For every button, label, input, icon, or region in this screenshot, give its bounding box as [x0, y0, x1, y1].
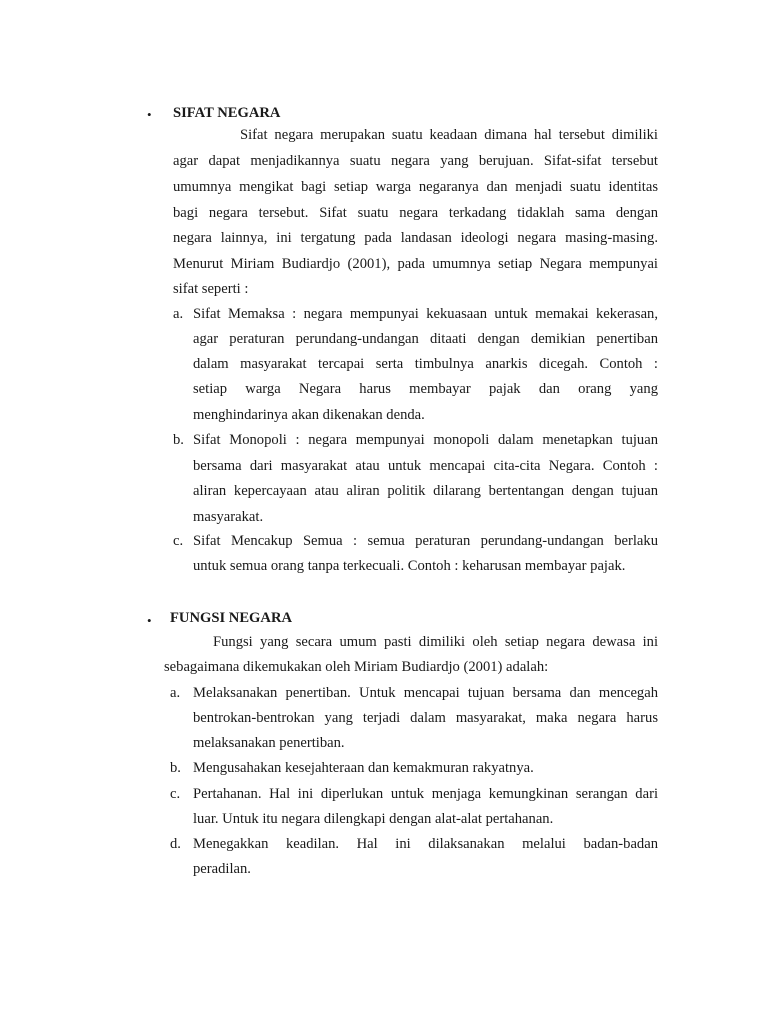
- list-marker: b.: [170, 760, 181, 776]
- paragraph-line: sifat seperti :: [173, 281, 249, 297]
- list-item-line: Sifat Mencakup Semua : semua peraturan perundang-undangan berlaku: [193, 533, 658, 549]
- paragraph-line: Menurut Miriam Budiardjo (2001), pada umumnya setiap Negara mempunyai: [173, 256, 658, 272]
- list-item-line: setiap warga Negara harus membayar pajak dan orang yang: [193, 381, 658, 397]
- list-item-line: masyarakat.: [193, 509, 264, 525]
- list-item-line: bentrokan-bentrokan yang terjadi dalam masyarakat, maka negara harus: [193, 710, 658, 726]
- list-item-line: Melaksanakan penertiban. Untuk mencapai tujuan bersama dan mencegah: [193, 685, 658, 701]
- list-item-line: luar. Untuk itu negara dilengkapi dengan alat-alat pertahanan.: [193, 811, 554, 827]
- section-bullet: •: [147, 613, 152, 628]
- paragraph-line: Fungsi yang secara umum pasti dimiliki oleh setiap negara dewasa ini: [213, 634, 658, 650]
- paragraph-line: bagi negara tersebut. Sifat suatu negara terkadang tidaklah sama dengan: [173, 205, 658, 221]
- list-marker: b.: [173, 432, 184, 448]
- list-item-line: Sifat Monopoli : negara mempunyai monopoli dalam menetapkan tujuan: [193, 432, 658, 448]
- list-item-line: agar peraturan perundang-undangan ditaati dengan demikian penertiban: [193, 331, 658, 347]
- list-item-line: Menegakkan keadilan. Hal ini dilaksanakan melalui badan-badan: [193, 836, 658, 852]
- list-item-line: Pertahanan. Hal ini diperlukan untuk menjaga kemungkinan serangan dari: [193, 786, 658, 802]
- paragraph-line: sebagaimana dikemukakan oleh Miriam Budiardjo (2001) adalah:: [164, 659, 549, 675]
- list-marker: d.: [170, 836, 181, 852]
- list-item-line: dalam masyarakat tercapai serta timbulnya anarkis dicegah. Contoh :: [193, 356, 658, 372]
- list-item-line: untuk semua orang tanpa terkecuali. Contoh : keharusan membayar pajak.: [193, 558, 626, 574]
- paragraph-line: umumnya mengikat bagi setiap warga negaranya dan menjadi suatu identitas: [173, 179, 658, 195]
- list-item-line: bersama dari masyarakat atau untuk mencapai cita-cita Negara. Contoh :: [193, 458, 658, 474]
- paragraph-line: Sifat negara merupakan suatu keadaan dimana hal tersebut dimiliki: [240, 127, 658, 143]
- list-marker: c.: [170, 786, 181, 802]
- paragraph-line: negara lainnya, ini tergatung pada landasan ideologi negara masing-masing.: [173, 230, 658, 246]
- list-marker: c.: [173, 533, 184, 549]
- list-item-line: Sifat Memaksa : negara mempunyai kekuasaan untuk memakai kekerasan,: [193, 306, 658, 322]
- section-heading-fungsi-negara: FUNGSI NEGARA: [170, 610, 293, 626]
- section-heading-sifat-negara: SIFAT NEGARA: [173, 105, 281, 121]
- list-item-line: menghindarinya akan dikenakan denda.: [193, 407, 425, 423]
- list-item-line: peradilan.: [193, 861, 251, 877]
- list-marker: a.: [170, 685, 181, 701]
- list-item-line: aliran kepercayaan atau aliran politik dilarang bertentangan dengan tujuan: [193, 483, 658, 499]
- section-bullet: •: [147, 107, 152, 122]
- list-marker: a.: [173, 306, 184, 322]
- list-item-line: Mengusahakan kesejahteraan dan kemakmuran rakyatnya.: [193, 760, 534, 776]
- list-item-line: melaksanakan penertiban.: [193, 735, 345, 751]
- paragraph-line: agar dapat menjadikannya suatu negara yang berujuan. Sifat-sifat tersebut: [173, 153, 658, 169]
